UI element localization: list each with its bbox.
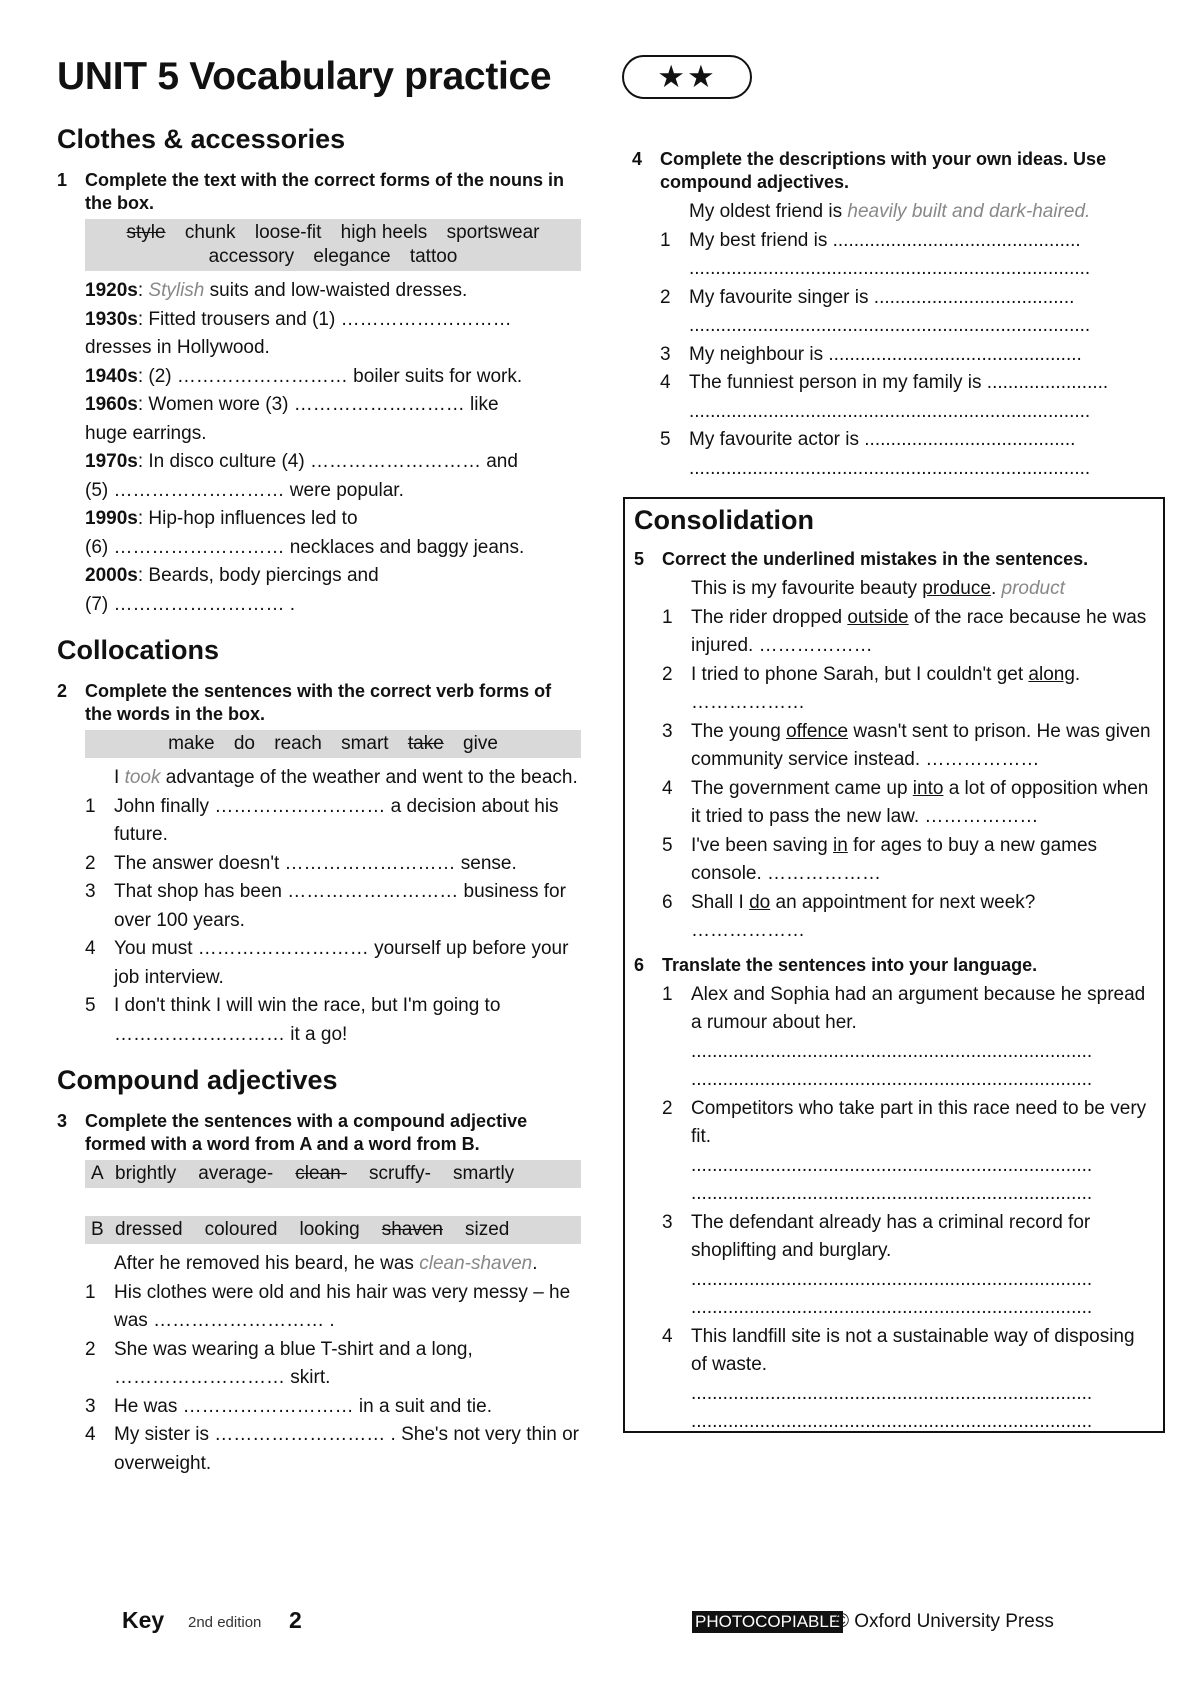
exercise-number: 5: [634, 549, 645, 569]
footer-key: Key: [122, 1607, 165, 1633]
section-heading-collocations: Collocations: [57, 635, 220, 665]
exercise-1-text: [57, 277, 581, 619]
exercise-number: 3: [57, 1111, 68, 1131]
box-word: tattoo: [409, 246, 458, 267]
box-word: sportswear: [446, 222, 540, 243]
example-sentence: I took advantage of the weather and went to the beach.: [114, 767, 578, 788]
example-sentence: After he removed his beard, he was clean-shaven.: [114, 1253, 538, 1274]
box-word: coloured: [204, 1219, 278, 1240]
exercise-number: 1: [57, 170, 68, 190]
box-word: smartly: [452, 1163, 515, 1184]
list-item: 3 The young offence wasn't sent to prison. He was given community service instead. ………………: [662, 720, 1151, 770]
list-item: 1 Alex and Sophia had an argument because he spread a rumour about her. ............................................................................ ............................................................................: [662, 983, 1146, 1090]
text-line: 1970s: In disco culture (4) ……………………… and: [85, 451, 518, 472]
exercise-number: 4: [632, 149, 643, 169]
box-word: scruffy-: [369, 1163, 431, 1184]
box-word: looking: [299, 1219, 360, 1240]
right-column: [632, 148, 1152, 483]
list-item: 2 She was wearing a blue T-shirt and a long, ……………………… skirt.: [85, 1338, 473, 1388]
list-item: 2 My favourite singer is ...................................... ............................................................................: [660, 286, 1091, 336]
exercise-2-instruction: 2 Complete the sentences with the correct verb forms of the words in the box.: [57, 681, 552, 724]
box-word: accessory: [208, 246, 295, 267]
example-sentence: This is my favourite beauty produce. product: [691, 578, 1065, 599]
list-item: 6 Shall I do an appointment for next week? ………………: [662, 891, 1036, 941]
left-column: [57, 124, 581, 1478]
box-word: chunk: [184, 222, 236, 243]
list-item: 3 My neighbour is ................................................: [660, 343, 1082, 365]
box-word: style: [126, 222, 166, 243]
box-word: smart: [341, 733, 389, 754]
box-word: high heels: [340, 222, 428, 243]
list-item: 4 My sister is ……………………… . She's not very thin or overweight.: [85, 1424, 579, 1474]
text-line: 1940s: (2) ……………………… boiler suits for work.: [85, 365, 523, 387]
list-item: 1 The rider dropped outside of the race because he was injured. ………………: [662, 606, 1147, 656]
text-line: 1920s: Stylish suits and low-waisted dresses.: [85, 280, 468, 301]
difficulty-stars: ★★: [622, 55, 752, 99]
box-word: dressed: [115, 1219, 183, 1240]
box-word: brightly: [115, 1163, 177, 1184]
text-line: (7) ……………………… .: [85, 593, 296, 615]
list-item: 4 This landfill site is not a sustainable way of disposing of waste. ............................................................................ ............................................................................: [662, 1325, 1135, 1432]
list-item: 1 His clothes were old and his hair was very messy – he was ……………………… .: [85, 1281, 571, 1331]
list-item: 3 The defendant already has a criminal record for shoplifting and burglary. ............................................................................ ............................................................................: [662, 1211, 1093, 1318]
box-word: do: [233, 733, 255, 754]
list-item: 5 My favourite actor is ........................................ ............................................................................: [660, 429, 1091, 479]
list-item: 5 I don't think I will win the race, but I'm going to ……………………… it a go!: [85, 995, 501, 1045]
section-heading-clothes: Clothes & accessories: [57, 124, 346, 154]
text-line: 1930s: Fitted trousers and (1) ………………………: [85, 308, 512, 330]
page-title: UNIT 5 Vocabulary practice: [57, 55, 552, 98]
box-word: shaven: [381, 1219, 443, 1240]
list-item: 3 That shop has been ……………………… business for over 100 years.: [85, 881, 566, 931]
word-box-1: [85, 219, 581, 271]
exercise-6-instruction: 6 Translate the sentences into your language.: [634, 954, 1038, 975]
list-item: 2 Competitors who take part in this race need to be very fit. ............................................................................ ............................................................................: [662, 1097, 1147, 1204]
section-heading-consolidation: Consolidation: [634, 505, 814, 535]
box-word: elegance: [313, 246, 391, 267]
exercise-4-instruction: 4 Complete the descriptions with your own ideas. Use compound adjectives.: [632, 149, 1107, 192]
word-box-b: B dressed coloured looking shaven sized: [85, 1216, 581, 1244]
text-line: (6) ……………………… necklaces and baggy jeans.: [85, 536, 525, 558]
list-item: 5 I've been saving in for ages to buy a new games console. ………………: [662, 834, 1098, 884]
list-item: 4 The government came up into a lot of opposition when it tried to pass the new law. ………………: [662, 777, 1149, 827]
box-word: clean-: [295, 1163, 347, 1184]
box-word: give: [463, 733, 498, 754]
list-item: 1 John finally ……………………… a decision about his future.: [85, 795, 559, 845]
page-number: 2: [289, 1607, 302, 1633]
text-line: huge earrings.: [85, 422, 207, 444]
box-word: reach: [274, 733, 322, 754]
exercise-1-instruction: 1 Complete the text with the correct forms of the nouns in the box.: [57, 170, 565, 213]
exercise-3-instruction: 3 Complete the sentences with a compound adjective formed with a word from A and a word from B.: [57, 1111, 528, 1154]
photocopiable-label: PHOTOCOPIABLE: [692, 1611, 843, 1633]
example-sentence: My oldest friend is heavily built and dark-haired.: [689, 201, 1091, 222]
list-item: 2 The answer doesn't ……………………… sense.: [85, 852, 517, 874]
text-line: dresses in Hollywood.: [85, 337, 270, 358]
list-item: 1 My best friend is ............................................... ............................................................................: [660, 229, 1091, 279]
box-word: sized: [465, 1219, 510, 1240]
list-item: 4 You must ……………………… yourself up before your job interview.: [85, 938, 569, 988]
list-item: 2 I tried to phone Sarah, but I couldn't get along. ………………: [662, 663, 1081, 713]
footer-edition: 2nd edition: [188, 1614, 262, 1631]
word-box-2: [85, 730, 581, 758]
copyright-text: © Oxford University Press: [835, 1611, 1054, 1632]
exercise-5-instruction: 5 Correct the underlined mistakes in the sentences.: [634, 549, 1089, 569]
box-word: make: [168, 733, 215, 754]
consolidation-box: [623, 497, 1165, 1433]
section-heading-compound: Compound adjectives: [57, 1065, 338, 1095]
list-item: 4 The funniest person in my family is ....................... ............................................................................: [660, 372, 1109, 422]
box-word: average-: [198, 1163, 274, 1184]
word-box-a: A brightly average- clean- scruffy- smartly: [85, 1160, 581, 1188]
box-word: loose-fit: [254, 222, 322, 243]
text-line: 1960s: Women wore (3) ……………………… like: [85, 394, 499, 415]
text-line: 2000s: Beards, body piercings and: [85, 565, 379, 586]
exercise-number: 2: [57, 681, 68, 701]
list-item: 3 He was ……………………… in a suit and tie.: [85, 1395, 492, 1417]
text-line: 1990s: Hip-hop influences led to: [85, 508, 358, 529]
text-line: (5) ……………………… were popular.: [85, 479, 404, 501]
box-word: take: [407, 733, 444, 754]
exercise-number: 6: [634, 954, 645, 975]
